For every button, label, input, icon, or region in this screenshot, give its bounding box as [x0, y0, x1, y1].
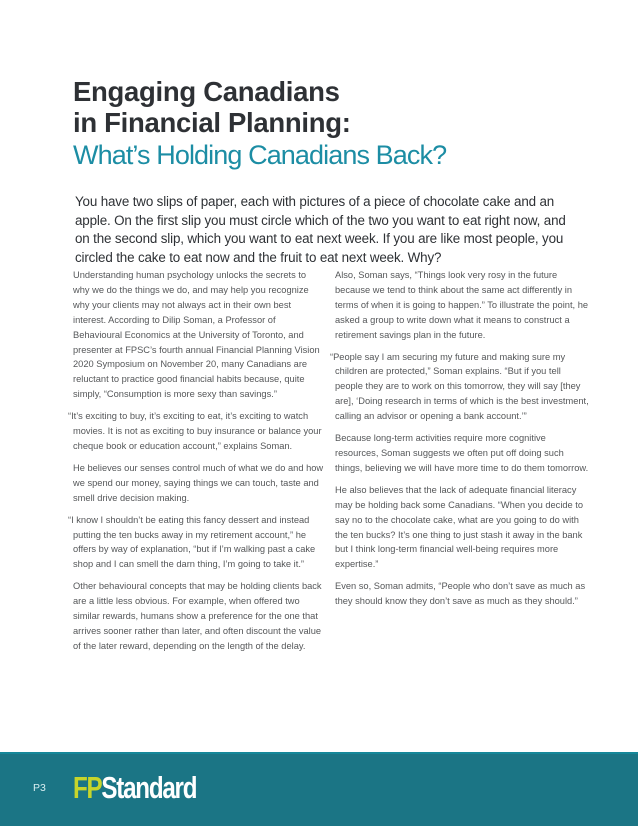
logo-standard-text: Standard — [101, 770, 197, 805]
right-paragraph-1: Also, Soman says, “Things look very rosy in the future because we tend to think about the same act differently in terms of when it is going to happen.” To illustrate the point, he asked a group to write down what it means to construct a retirement savings plan in the future. — [335, 270, 589, 340]
right-column — [330, 268, 590, 616]
page-subtitle: What’s Holding Canadians Back? — [73, 140, 447, 170]
right-paragraph-5: Even so, Soman admits, “People who don’t save as much as they should know they don’t save as much as they should.” — [335, 581, 586, 607]
left-paragraph-4: “I know I shouldn’t be eating this fancy dessert and instead putting the ten bucks away in my retirement account,” he offers by way of explanation, “but if I’m walking past a cake shop and I can smell the darn thing, I’m going to take it.” — [68, 514, 316, 570]
fpstandard-logo — [73, 771, 196, 805]
left-paragraph-3: He believes our senses control much of what we do and how we spend our money, saying things we can touch, taste and smell drive decision making. — [73, 462, 324, 503]
intro-paragraph: You have two slips of paper, each with pictures of a piece of chocolate cake and an apple. On the first slip you must circle which of the two you want to eat right now, and on the second slip, which you want to eat next week. If you are like most people, you circled the cake to eat now and the fruit to eat next week. Why? — [75, 194, 566, 265]
left-paragraph-2: “It’s exciting to buy, it’s exciting to eat, it’s exciting to watch movies. It is not as exciting to buy insurance or balance your cheque book or education account,” explains Soman. — [68, 411, 322, 451]
logo-fp-text: FP — [73, 770, 102, 805]
footer-accent-line — [0, 752, 638, 754]
page-number: P3 — [33, 782, 46, 794]
right-paragraph-3: Because long-term activities require more cognitive resources, Soman suggests we often put off doing such things, believing we will have more time to do them tomorrow. — [335, 433, 589, 473]
right-paragraph-4: He also believes that the lack of adequate financial literacy may be holding back some Canadians. “When you decide to say no to the chocolate cake, what are you going to do with the ten bucks? It’s one thing to just stash it away in the bank but I think long-term financial well-being requires more expertise.” — [335, 484, 584, 570]
page-title-line-1: Engaging Canadians — [73, 76, 340, 107]
footer-bar — [0, 752, 638, 826]
left-paragraph-5: Other behavioural concepts that may be holding clients back are a little less obvious. For example, when offered two similar rewards, humans show a preference for the one that arrives sooner rather than later, and often discount the value of the later reward, depending on the length of the delay. — [73, 581, 322, 651]
left-paragraph-1: Understanding human psychology unlocks the secrets to why we do the things we do, and may help you recognize why your clients may not always act in their own best interest. According to Dilip Soman, a Professor of Behavioural Economics at the University of Toronto, and presenter at FPSC’s fourth annual Financial Planning Vision 2020 Symposium on November 20, many Canadians are reluctant to practice good financial habits because, quite simply, “Consumption is more sexy than savings.” — [73, 270, 320, 400]
page-title-line-2: in Financial Planning: — [73, 107, 351, 138]
title-block — [73, 76, 593, 172]
left-column — [68, 268, 325, 661]
right-paragraph-2: “People say I am securing my future and making sure my children are protected,” Soman explains. “But if you tell people they are to work on this tomorrow, they will say [they are], ‘Doing research in terms of which is the best investment, calling an advisor or opening a bank account.’” — [330, 351, 589, 422]
